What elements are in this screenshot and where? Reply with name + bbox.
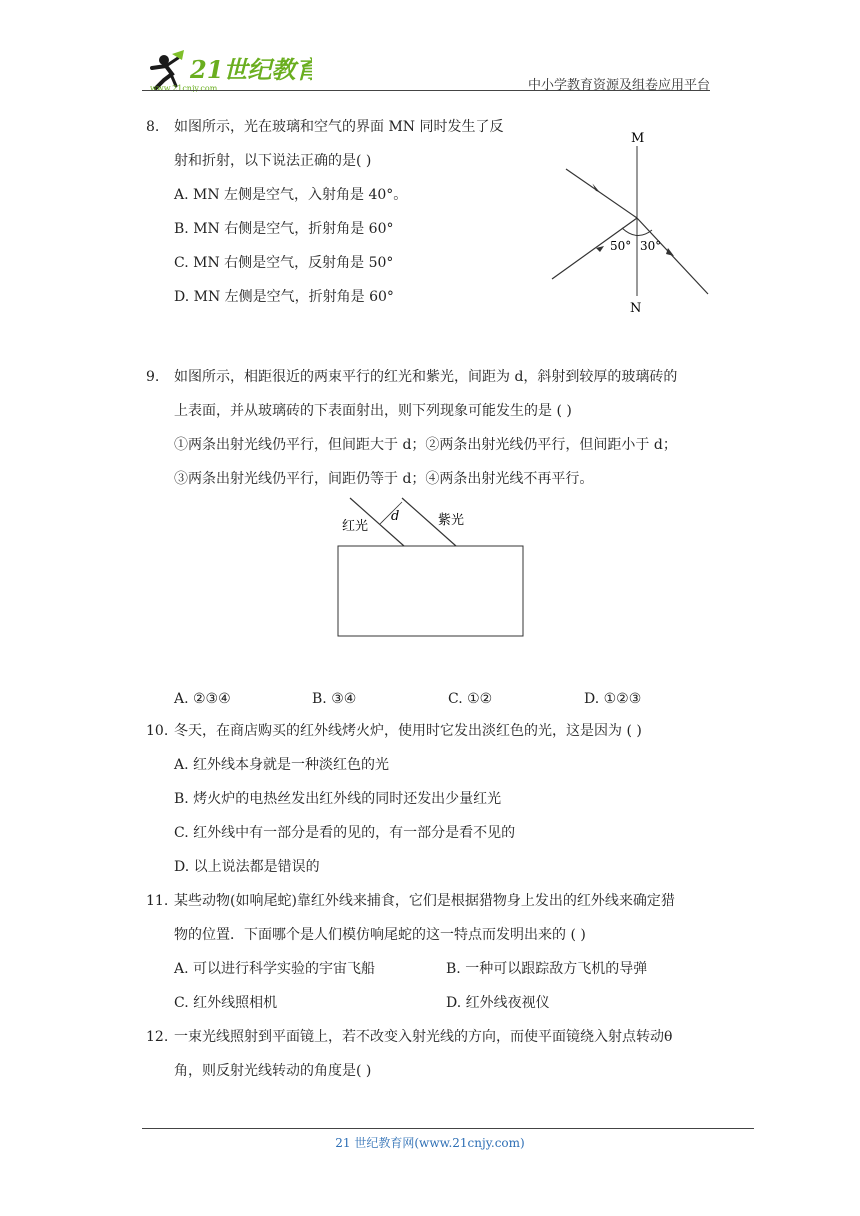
q11-option-b: B. 一种可以跟踪敌方飞机的导弹 bbox=[446, 961, 648, 977]
q8-option-c: C. MN 右侧是空气，反射角是 50° bbox=[174, 255, 394, 271]
q9-stem-line2: 上表面，并从玻璃砖的下表面射出，则下列现象可能发生的是 ( ) bbox=[174, 403, 572, 419]
q8-number: 8. bbox=[146, 119, 160, 135]
q8-option-b: B. MN 右侧是空气，折射角是 60° bbox=[174, 221, 394, 237]
angle-left-label: 50° bbox=[610, 239, 632, 253]
q9-number: 9. bbox=[146, 369, 160, 385]
q9-glass-brick-diagram bbox=[330, 494, 530, 642]
q11-option-d: D. 红外线夜视仪 bbox=[446, 995, 550, 1011]
header-divider bbox=[142, 90, 710, 91]
footer-link[interactable]: 21 世纪教育网(www.21cnjy.com) bbox=[335, 1136, 525, 1150]
site-logo bbox=[142, 50, 312, 92]
arrow-lower-right bbox=[666, 248, 674, 256]
q11-stem-line1: 某些动物(如响尾蛇)靠红外线来捕食，它们是根据猎物身上发出的红外线来确定猎 bbox=[174, 893, 675, 909]
ray-upper-left bbox=[566, 169, 637, 218]
q8-stem-line2: 射和折射，以下说法正确的是( ) bbox=[174, 153, 372, 169]
q10-option-d: D. 以上说法都是错误的 bbox=[174, 859, 320, 875]
q8-refraction-diagram bbox=[548, 124, 718, 319]
q9-stem-line4: ③两条出射光线仍平行，间距仍等于 d；④两条出射光线不再平行。 bbox=[174, 471, 594, 487]
q9-option-b: B. ③④ bbox=[312, 691, 357, 707]
glass-brick bbox=[338, 546, 523, 636]
q8-option-d: D. MN 左侧是空气，折射角是 60° bbox=[174, 289, 394, 305]
q11-option-c: C. 红外线照相机 bbox=[174, 995, 278, 1011]
ray-lower-right bbox=[637, 218, 708, 294]
q10-stem: 冬天，在商店购买的红外线烤火炉，使用时它发出淡红色的光，这是因为 ( ) bbox=[174, 723, 642, 739]
q12-stem-line2: 角，则反射光线转动的角度是( ) bbox=[174, 1063, 372, 1079]
label-n: N bbox=[630, 301, 642, 316]
label-m: M bbox=[631, 131, 645, 146]
label-purple-light: 紫光 bbox=[438, 513, 465, 528]
label-red-light: 红光 bbox=[342, 519, 369, 534]
q10-number: 10. bbox=[146, 723, 169, 739]
header-platform-text: 中小学教育资源及组卷应用平台 bbox=[528, 78, 711, 93]
q11-option-a: A. 可以进行科学实验的宇宙飞船 bbox=[174, 961, 376, 977]
q10-option-a: A. 红外线本身就是一种淡红色的光 bbox=[174, 757, 390, 773]
footer-divider bbox=[142, 1128, 754, 1129]
q11-stem-line2: 物的位置．下面哪个是人们模仿响尾蛇的这一特点而发明出来的 ( ) bbox=[174, 927, 586, 943]
logo-url: www.21cnjy.com bbox=[150, 84, 218, 92]
runner-logo-icon bbox=[142, 50, 312, 92]
label-d: d bbox=[391, 509, 400, 524]
q10-option-c: C. 红外线中有一部分是看的见的，有一部分是看不见的 bbox=[174, 825, 516, 841]
q10-option-b: B. 烤火炉的电热丝发出红外线的同时还发出少量红光 bbox=[174, 791, 502, 807]
q9-stem-line3: ①两条出射光线仍平行，但间距大于 d；②两条出射光线仍平行，但间距小于 d； bbox=[174, 437, 677, 453]
q11-number: 11. bbox=[146, 893, 169, 909]
q9-stem-line1: 如图所示，相距很近的两束平行的红光和紫光，间距为 d，斜射到较厚的玻璃砖的 bbox=[174, 369, 678, 385]
q9-option-d: D. ①②③ bbox=[584, 691, 642, 707]
q9-option-a: A. ②③④ bbox=[174, 691, 231, 707]
logo-text: 21世纪教育 bbox=[190, 55, 312, 84]
q12-number: 12. bbox=[146, 1029, 169, 1045]
q9-option-c: C. ①② bbox=[448, 691, 493, 707]
angle-right-label: 30° bbox=[640, 239, 662, 253]
q8-stem-line1: 如图所示，光在玻璃和空气的界面 MN 同时发生了反 bbox=[174, 119, 504, 135]
q12-stem-line1: 一束光线照射到平面镜上，若不改变入射光线的方向，而使平面镜绕入射点转动θ bbox=[174, 1029, 673, 1045]
q8-option-a: A. MN 左侧是空气，入射角是 40°。 bbox=[174, 187, 408, 203]
